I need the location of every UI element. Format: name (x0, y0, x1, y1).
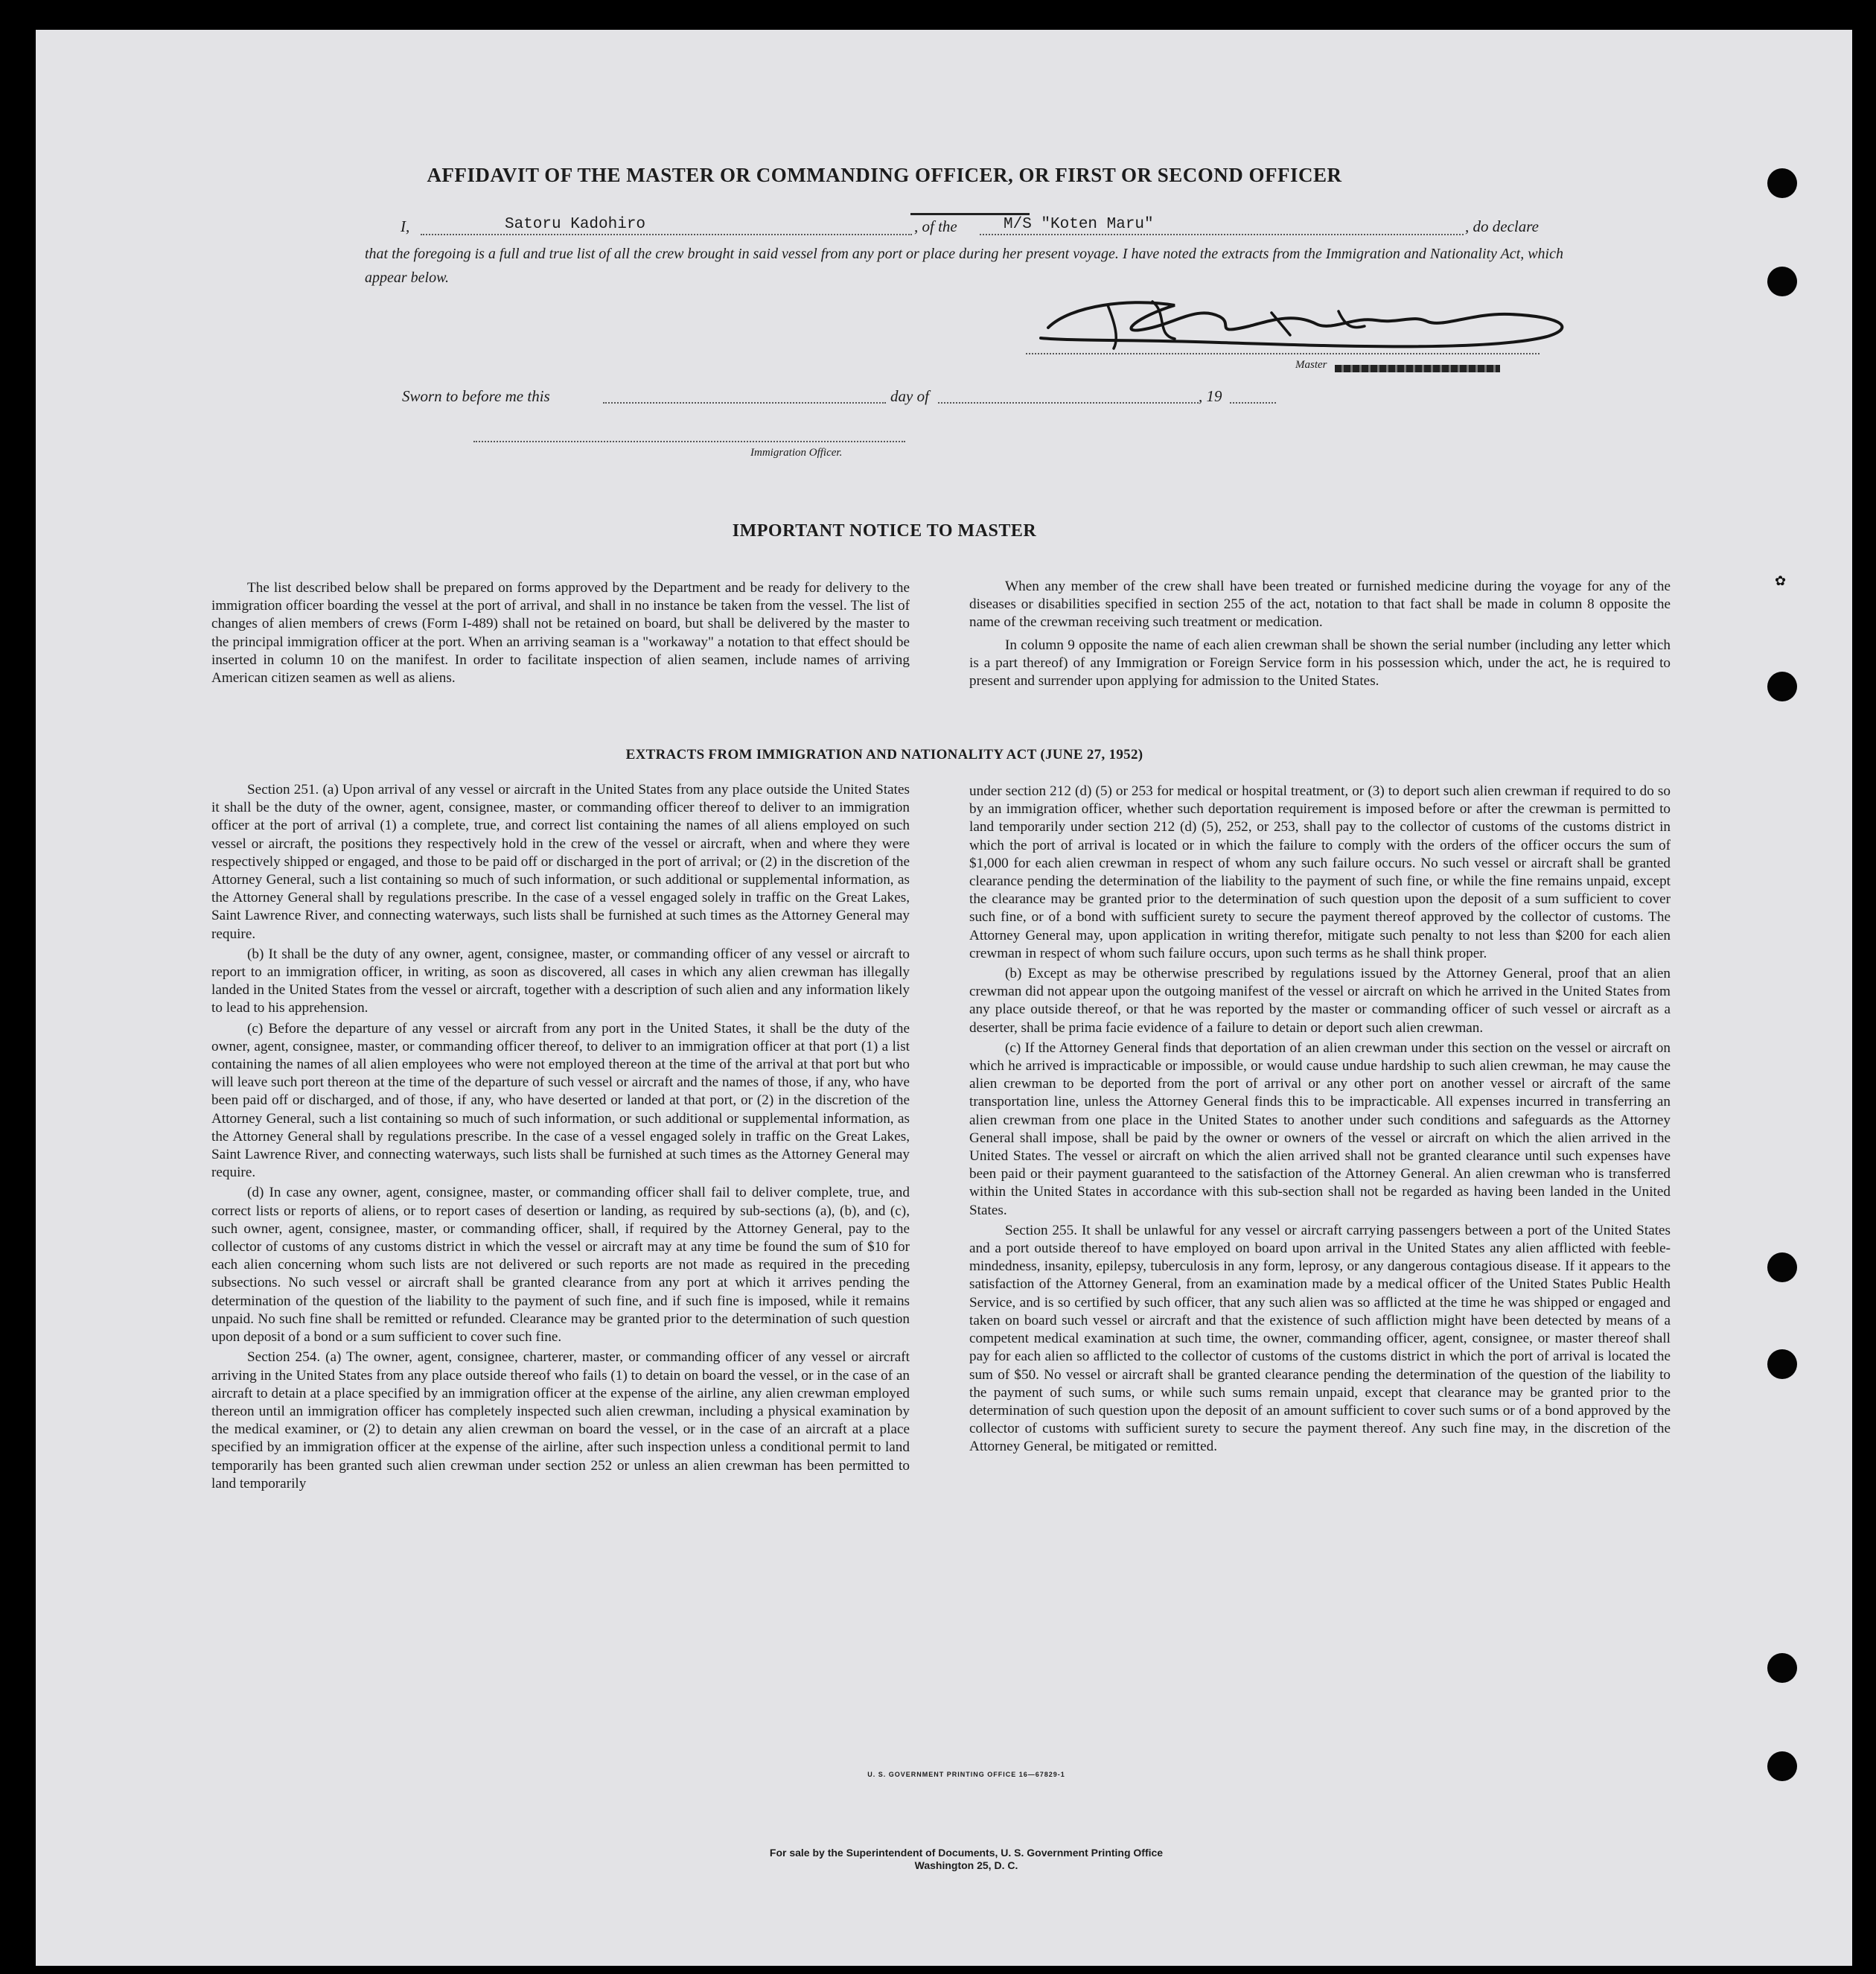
section-254-a-continued: under section 212 (d) (5) or 253 for medical or hospital treatment, or (3) to deport such alien crewman if required to do so by an immigration officer, whether such deportation requirement is imposed before or after the crewman is permitted to land temporarily under section 212 (d) (5), 252, or 253, shall pay to the collector of customs of the customs district in which the port of arrival is located or in which the failure to comply with the orders of the officer occurs the sum of $1,000 for each alien crewman in respect of whom any such failure occurs. No such vessel or aircraft shall be granted clearance pending the determination of the liability to the payment of such fine, or while the fine remains unpaid, except the clearance may be granted prior to the determination of such question upon the deposit of a sum sufficient to cover such fine, or of a bond with sufficient surety to secure the payment thereof approved by the collector of customs. The Attorney General may, upon application in writing therefor, mitigate such penalty to not less than $200 for each alien crewman in respect of whom such failure occurs, upon such terms as he shall think proper. (969, 783, 1671, 961)
notice-paragraph: In column 9 opposite the name of each alien crewman shall be shown the serial number (including any letter which is a part thereof) of any Immigration or Foreign Service form in his possession which, under the act, he is required to present and surrender upon applying for admission to the United States. (969, 637, 1671, 690)
vessel-name-line (980, 234, 1464, 235)
punch-hole (1767, 168, 1797, 198)
sworn-year-line (1230, 402, 1276, 404)
master-name-field: Satoru Kadohiro (505, 216, 646, 233)
punch-hole (1767, 1751, 1797, 1781)
punch-hole (1767, 672, 1797, 701)
section-251-a: Section 251. (a) Upon arrival of any vessel or aircraft in the United States from any place outside the United States it shall be the duty of the owner, agent, consignee, master, or commanding officer thereof to deliver to an immigration officer at the port of arrival (1) a complete, true, and correct list containing the names of all aliens employed on such vessel or aircraft, the positions they respectively hold in the crew of the vessel or aircraft, when and where they were respectively shipped or engaged, and those to be paid off or discharged in the port of arrival; or (2) in the discretion of the Attorney General, such a list containing so much of such information, or such additional or supplemental information, as the Attorney General shall by regulations prescribe. In the case of a vessel engaged solely in traffic on the Great Lakes, Saint Lawrence River, and connecting waterways, such lists shall be furnished at such times as the Attorney General may require. (211, 782, 910, 942)
notice-paragraph: The list described below shall be prepared on forms approved by the Department and be ready for delivery to the immigration officer boarding the vessel at the port of arrival, and shall in no instance be taken from the vessel. The list of changes of alien members of crews (Form I-489) shall not be retained on board, but shall be delivered by the master to the principal immigration officer at the port. When an arriving seaman is a "workaway" a notation to that effect should be inserted in column 10 on the manifest. In order to facilitate inspection of alien seamen, include names of arriving American citizen seamen as well as aliens. (211, 580, 910, 687)
do-declare-label: , do declare (1465, 217, 1539, 235)
punch-hole (1767, 267, 1797, 296)
master-signature (1026, 283, 1592, 357)
i-label: I, (401, 217, 410, 235)
section-254-a: Section 254. (a) The owner, agent, consignee, charterer, master, or commanding officer of any vessel or aircraft arriving in the United States from any place outside thereof who fails (1) to detain on board the vessel, or in the case of an aircraft to detain at a place specified by an immigration officer at the expense of the airline, any alien crewman employed thereon until an immigration officer has completely inspected such alien crewman, including a physical examination by the medical examiner, or (2) to detain any alien crewman on board the vessel, or in the case of an aircraft at a place specified by an immigration officer at the expense of the airline, after such inspection unless a conditional permit to land temporarily has been granted such alien crewman under section 252 or unless an alien crewman has been permitted to land temporarily (211, 1349, 910, 1491)
for-sale-line: For sale by the Superintendent of Documents, U. S. Government Printing Office (769, 1847, 1164, 1859)
section-251-b: (b) It shall be the duty of any owner, agent, consignee, master, or commanding officer of any vessel or aircraft to report to an immigration officer, in writing, as soon as discovered, all cases in which any alien crewman has illegally landed in the United States from the vessel or aircraft, together with a description of such alien and any information likely to lead to his apprehension. (211, 946, 910, 1016)
extracts-right-column (969, 783, 1671, 1459)
of-the-label: , of the (914, 217, 957, 235)
extracts-title: EXTRACTS FROM IMMIGRATION AND NATIONALITY ACT (JUNE 27, 1952) (625, 747, 1143, 762)
master-caption: Master (1295, 359, 1327, 371)
punch-hole (1767, 1252, 1797, 1282)
scan-speck: ✿ (1775, 573, 1787, 588)
declaration-text: that the foregoing is a full and true list of all the crew brought in said vessel from any port or place during her present voyage. I have noted the extracts from the Immigration and Nationality Act, which appear below. (365, 246, 1563, 286)
year-label: , 19 (1199, 387, 1222, 405)
punch-hole (1767, 1653, 1797, 1683)
section-251-d: (d) In case any owner, agent, consignee, master, or commanding officer shall fail to deliver complete, true, and correct lists or reports of aliens, or to report cases of desertion or landing, as required by sub-sections (a), (b), and (c), such owner, agent, consignee, master, or commanding officer, shall, if required by the Attorney General, pay to the collector of customs of any customs district in which the vessel or aircraft may at any time be found the sum of $10 for each alien concerning whom such lists are not delivered or such reports are not made as required in the preceding subsections. No such vessel or aircraft shall be granted clearance from any port at which it arrives pending the determination of the question of the liability to the payment of such fine, and if such fine is imposed, while it remains unpaid. No such fine shall be remitted or refunded. Clearance may be granted prior to the determination of such question upon deposit of a bond or a sum sufficient to cover such fine. (211, 1185, 910, 1346)
title-divider (910, 213, 1030, 215)
master-name-line (421, 234, 912, 235)
immigration-officer-line (473, 441, 905, 442)
section-255: Section 255. It shall be unlawful for any vessel or aircraft carrying passengers between a port of the United States and a port outside thereof to have employed on board upon arrival in the United States any alien afflicted with feeble-mindedness, insanity, epilepsy, tuberculosis in any form, leprosy, or any dangerous contagious disease. If it appears to the satisfaction of the Attorney General, from an examination made by a medical officer of the United States Public Health Service, and is so certified by such officer, that any such alien was so afflicted at the time he was shipped or engaged and taken on board such vessel or aircraft and that the existence of such affliction might have been detected by means of a competent medical examination at such time, the owner, commanding officer, agent, consignee, or master thereof shall pay for each alien so afflicted to the collector of customs of the customs district in which the port of arrival is located the sum of $50. No vessel or aircraft shall be granted clearance pending the determination of the question of the liability to the payment of such sums, or while such sums remain unpaid, except that clearance may be granted prior to the determination of such question upon the deposit of an amount sufficient to cover such sums or of a bond approved by the collector of customs with sufficient surety to secure the payment thereof. Any such fine may, in the discretion of the Attorney General, be mitigated or remitted. (969, 1222, 1671, 1455)
signature-line (1026, 353, 1540, 354)
notice-left-column (211, 579, 910, 690)
notice-right-column (969, 578, 1671, 693)
vessel-name-field: M/S "Koten Maru" (1004, 216, 1154, 233)
punch-hole (1767, 1349, 1797, 1379)
sworn-label: Sworn to before me this (402, 387, 550, 405)
immigration-officer-caption: Immigration Officer. (750, 447, 843, 459)
section-254-c: (c) If the Attorney General finds that deportation of an alien crewman under this section on the vessel or aircraft on which he arrived is impracticable or impossible, or would cause undue hardship to such alien crewman, he may cause the alien crewman to be deported from the port of arrival or any other port on another vessel or aircraft of the same transportation line, unless the Attorney General finds this to be impracticable. All expenses incurred in transferring an alien crewman from one place in the United States to another under such conditions and safeguards as the Attorney General shall impose, shall be paid by the owner or owners of the vessel or aircraft on which the alien arrived in the United States. The vessel or aircraft on which the alien arrived shall not be granted clearance until such expenses have been paid or their payment guaranteed to the satisfaction of the Attorney General. An alien crewman who is transferred within the United States in accordance with this sub-section shall not be regarded as having been landed in the United States. (969, 1039, 1671, 1218)
notice-title: IMPORTANT NOTICE TO MASTER (732, 521, 1037, 541)
sworn-month-line (938, 402, 1199, 404)
extracts-left-column (211, 781, 910, 1495)
section-251-c: (c) Before the departure of any vessel or aircraft from any port in the United States, it shall be the duty of the owner, agent, consignee, master, or commanding officer thereof, to deliver to an immigration officer at that port (1) a list containing the names of all alien employees who were not employed thereon at the time of the arrival at that port but who will leave such port thereon at the time of the departure of such vessel or aircraft and the names of those, if any, who have been paid off or discharged, and of those, if any, who have deserted or landed at that port, or (2) in the discretion of the Attorney General, such a list containing so much of such information, or such additional or supplemental information, as the Attorney General shall by regulations prescribe. In the case of a vessel engaged solely in traffic on the Great Lakes, Saint Lawrence River, and connecting waterways, such lists shall be furnished at such times as the Attorney General may require. (211, 1020, 910, 1181)
for-sale-notice (616, 1847, 1316, 1872)
sworn-day-line (603, 402, 886, 404)
day-of-label: day of (890, 387, 929, 405)
gpo-imprint: U. S. GOVERNMENT PRINTING OFFICE 16—67829-1 (867, 1771, 1065, 1778)
notice-paragraph: When any member of the crew shall have been treated or furnished medicine during the voyage for any of the diseases or disabilities specified in section 255 of the act, notation to that fact shall be made in column 8 opposite the name of the crewman receiving such treatment or medication. (969, 579, 1671, 631)
affidavit-title: AFFIDAVIT OF THE MASTER OR COMMANDING OFFICER, OR FIRST OR SECOND OFFICER (427, 164, 1342, 186)
for-sale-line: Washington 25, D. C. (914, 1859, 1018, 1871)
section-254-b: (b) Except as may be otherwise prescribed by regulations issued by the Attorney General, proof that an alien crewman did not appear upon the outgoing manifest of the vessel or aircraft on which he arrived in the United States from any place outside thereof, or that he was reported by the master or commanding officer of such vessel or aircraft as a deserter, shall be prima facie evidence of a failure to detain or deport such alien crewman. (969, 966, 1671, 1036)
struck-out-title (1335, 365, 1500, 372)
document-page (36, 30, 1852, 1966)
